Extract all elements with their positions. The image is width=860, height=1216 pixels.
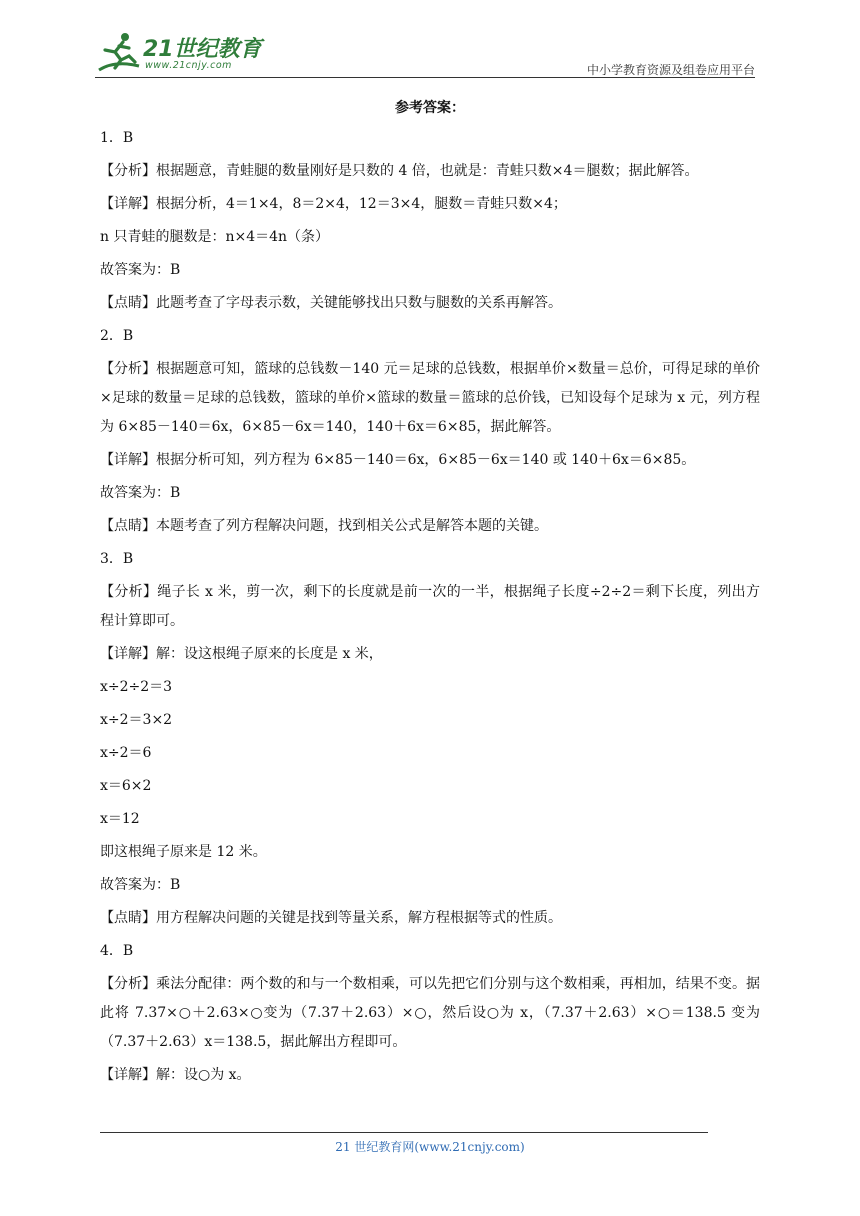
analysis-paragraph: 【分析】绳子长 x 米，剪一次，剩下的长度就是前一次的一半，根据绳子长度÷2÷2＝剩下长度，列出方程计算即可。 bbox=[100, 584, 760, 629]
answer-content bbox=[100, 100, 760, 1100]
answer-number: 3．B bbox=[100, 551, 134, 567]
logo-url: www.21cnjy.com bbox=[145, 60, 232, 71]
analysis-paragraph: 【分析】乘法分配律：两个数的和与一个数相乘，可以先把它们分别与这个数相乘，再相加，结果不变。据此将 7.37×○＋2.63×○变为（7.37＋2.63）×○，然后设○为 x，（7.37＋2.63）×○＝138.5 变为（7.37＋2.63）x＝138.5，据此解出方程即可。 bbox=[100, 976, 760, 1050]
equation-line: x÷2＝6 bbox=[100, 745, 152, 761]
logo bbox=[95, 30, 265, 76]
analysis-line: 【分析】根据题意，青蛙腿的数量刚好是只数的 4 倍，也就是：青蛙只数×4＝腿数；据此解答。 bbox=[100, 163, 699, 179]
comment-line: 【点睛】本题考查了列方程解决问题，找到相关公式是解答本题的关键。 bbox=[100, 518, 548, 534]
page-title: 参考答案： bbox=[395, 100, 465, 116]
comment-line: 【点睛】此题考查了字母表示数，关键能够找出只数与腿数的关系再解答。 bbox=[100, 295, 562, 311]
footer-link[interactable]: 21 世纪教育网(www.21cnjy.com) bbox=[335, 1140, 525, 1154]
runner-logo-icon bbox=[95, 30, 143, 76]
logo-text: 21世纪教育 bbox=[143, 37, 262, 62]
detail-line: 【详解】根据分析，4＝1×4，8＝2×4，12＝3×4，腿数＝青蛙只数×4； bbox=[100, 196, 567, 212]
detail-line: 【详解】根据分析可知，列方程为 6×85－140＝6x，6×85－6x＝140 或 140＋6x＝6×85。 bbox=[100, 452, 696, 468]
header-tagline: 中小学教育资源及组卷应用平台 bbox=[586, 63, 755, 77]
equation-line: x＝6×2 bbox=[100, 778, 152, 794]
detail-line: 【详解】解：设这根绳子原来的长度是 x 米， bbox=[100, 646, 383, 662]
footer-divider bbox=[100, 1132, 708, 1133]
answer-number: 4．B bbox=[100, 943, 134, 959]
answer-line: 故答案为：B bbox=[100, 485, 181, 501]
conclusion-line: 即这根绳子原来是 12 米。 bbox=[100, 844, 267, 860]
answer-line: 故答案为：B bbox=[100, 877, 181, 893]
detail-line: 【详解】解：设○为 x。 bbox=[100, 1067, 251, 1083]
equation-line: x÷2＝3×2 bbox=[100, 712, 173, 728]
answer-number: 2．B bbox=[100, 328, 134, 344]
header-divider bbox=[95, 77, 755, 78]
detail-line: n 只青蛙的腿数是：n×4＝4n（条） bbox=[100, 229, 330, 245]
comment-line: 【点睛】用方程解决问题的关键是找到等量关系，解方程根据等式的性质。 bbox=[100, 910, 562, 926]
answer-number: 1．B bbox=[100, 130, 134, 146]
page-header bbox=[95, 30, 755, 80]
equation-line: x÷2÷2＝3 bbox=[100, 679, 173, 695]
equation-line: x＝12 bbox=[100, 811, 140, 827]
answer-line: 故答案为：B bbox=[100, 262, 181, 278]
analysis-paragraph: 【分析】根据题意可知，篮球的总钱数－140 元＝足球的总钱数，根据单价×数量＝总价，可得足球的单价×足球的数量＝足球的总钱数，篮球的单价×篮球的数量＝篮球的总价钱，已知设每个足球为 x 元，列方程为 6×85－140＝6x，6×85－6x＝140，140＋6x＝6×85，据此解答。 bbox=[100, 361, 760, 435]
